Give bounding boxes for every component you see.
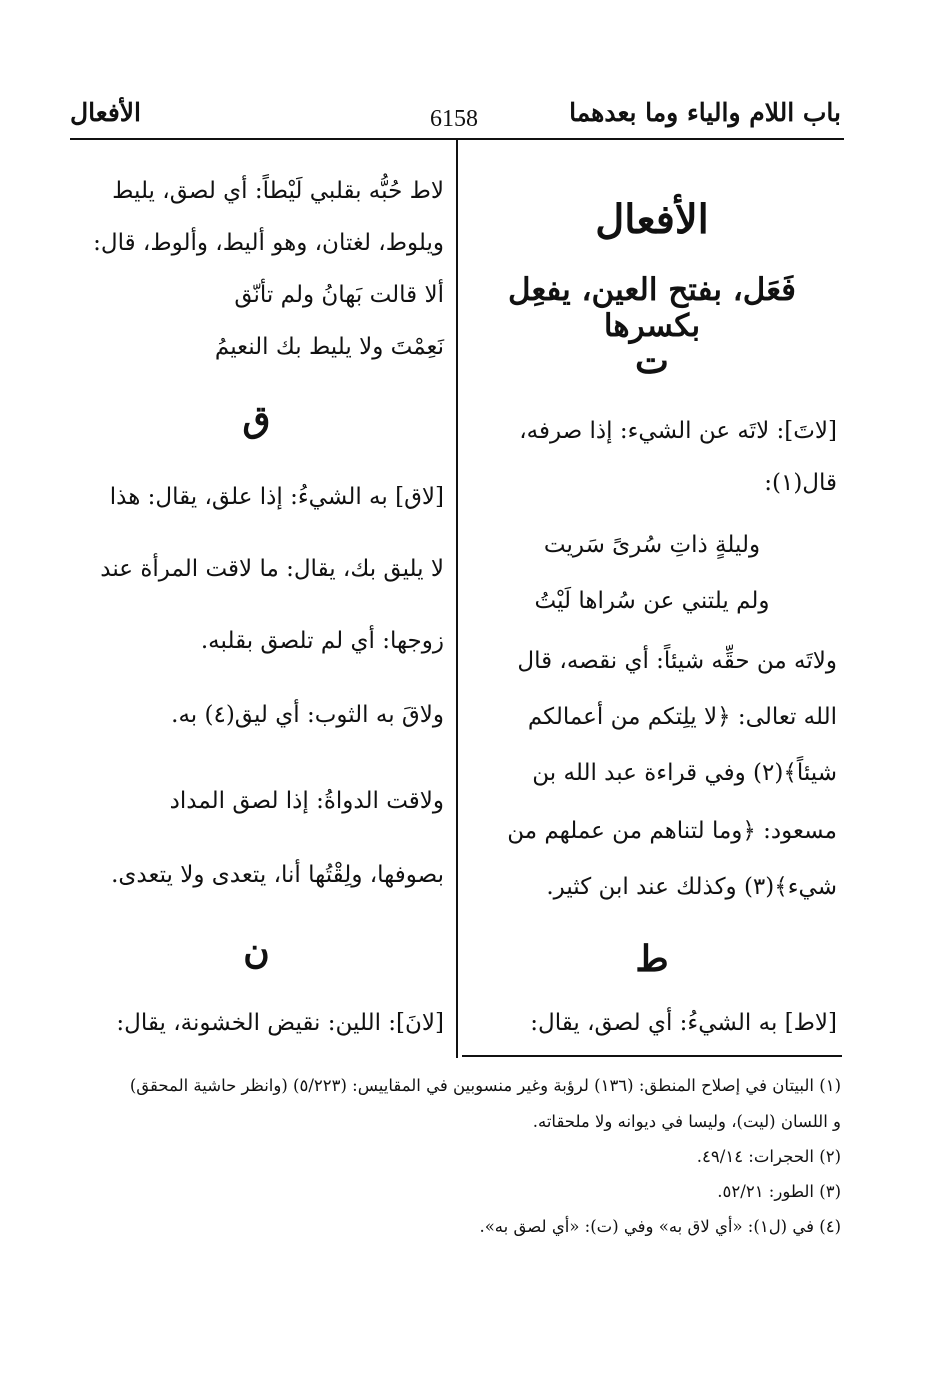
- section-title: الأفعال: [595, 196, 709, 243]
- footnote: و اللسان (ليت)، وليسا في ديوانه ولا ملحقاته.: [532, 1112, 841, 1131]
- running-header-chapter: باب اللام والياء وما بعدهما: [569, 98, 841, 127]
- page-number: 6158: [430, 106, 478, 132]
- text-line: [لاط] به الشيءُ: أي لصق، يقال:: [530, 1010, 837, 1036]
- text-line: ولاقَ به الثوب: أي ليق(٤) به.: [171, 702, 444, 728]
- text-line: ويلوط، لغتان، وهو أليط، وألوط، قال:: [93, 230, 444, 256]
- text-line: ولاتَه من حقِّه شيئاً: أي نقصه، قال: [517, 648, 837, 674]
- text-line: [لانَ]: اللين: نقيض الخشونة، يقال:: [116, 1010, 444, 1036]
- letter-heading-t: ت: [635, 340, 669, 382]
- text-line: بصوفها، ولِقْتُها أنا، يتعدى ولا يتعدى.: [111, 862, 444, 888]
- text-line: زوجها: أي لم تلصق بقلبه.: [200, 628, 444, 654]
- text-line: شيء﴾(٣) وكذلك عند ابن كثير.: [546, 874, 837, 900]
- text-line: الله تعالى: ﴿لا يلِتكم من أعمالكم: [527, 704, 837, 730]
- letter-heading-ta: ط: [635, 938, 669, 980]
- footnote: (٣) الطور: ٥٢/٢١.: [717, 1182, 841, 1201]
- text-line: لا يليق بك، يقال: ما لاقت المرأة عند: [100, 556, 444, 582]
- letter-heading-n: ن: [243, 930, 270, 972]
- footnote-rule: [462, 1055, 842, 1057]
- text-line: قال(١):: [764, 470, 837, 496]
- footnote: (٢) الحجرات: ٤٩/١٤.: [696, 1147, 841, 1166]
- section-subtitle: فَعَل، بفتح العين، يفعِل بكسرها: [507, 272, 797, 344]
- text-line: شيئاً﴾(٢) وفي قراءة عبد الله بن: [532, 760, 837, 786]
- running-header-section: الأفعال: [70, 98, 141, 127]
- footnote: (١) البيتان في إصلاح المنطق: (١٣٦) لرؤبة وغير منسوبين في المقاييس: (٥/٢٢٣) (وانظر حاشية المحقق): [129, 1076, 841, 1095]
- text-line: ولاقت الدواةُ: إذا لصق المداد: [169, 788, 444, 814]
- poem-verse: ألا قالت بَهانُ ولم تأنّق: [234, 282, 444, 308]
- poem-verse: ولم يلتني عن سُراها لَيْتُ: [534, 588, 770, 614]
- poem-verse: وليلةٍ ذاتِ سُرىً سَريت: [543, 532, 761, 558]
- text-line: [لاق] به الشيءُ: إذا علق، يقال: هذا: [109, 484, 444, 510]
- text-line: لاط حُبُّه بقلبي لَيْطاً: أي لصق، يليط: [112, 178, 444, 204]
- column-divider: [456, 140, 458, 1058]
- poem-verse: نَعِمْتَ ولا يليط بك النعيمُ: [214, 334, 444, 360]
- text-line: [لاتَ]: لاتَه عن الشيء: إذا صرفه،: [519, 418, 837, 444]
- text-line: مسعود: ﴿وما لتناهم من عملهم من: [507, 818, 837, 844]
- letter-heading-q: ق: [242, 398, 271, 440]
- footnote: (٤) في (ل١): «أي لاق به» وفي (ت): «أي لصق به».: [479, 1217, 841, 1236]
